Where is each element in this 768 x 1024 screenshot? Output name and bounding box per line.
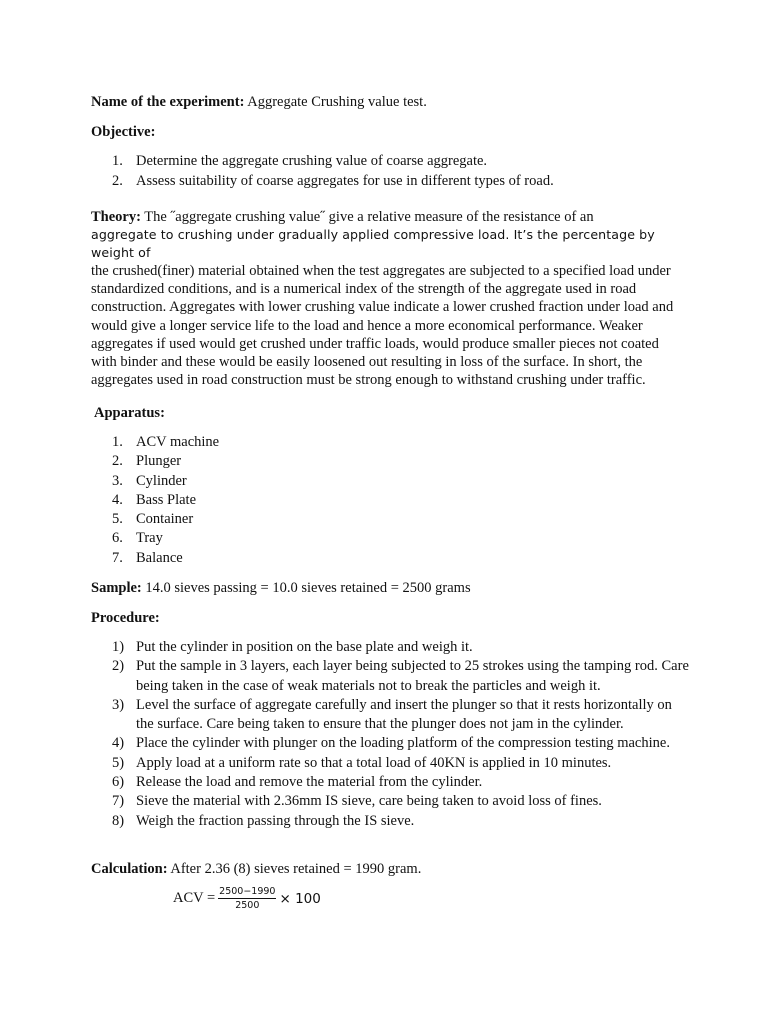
list-item: 2. Plunger: [112, 453, 182, 470]
objective-heading: Objective:: [91, 124, 156, 140]
experiment-value: Aggregate Crushing value test.: [244, 94, 427, 110]
theory-paragraph: Theory: The ˝aggregate crushing value˝ give a relative measure of the resistance of an aggregate to crushing under gradually applied compressive load. It’s the percentage by weight of the crushed(finer) material obtained when the test aggregates are subjected to a specified load under standardized conditions, and is a numerical index of the strength of the aggregate used in road construction. Aggregates with lower crushing value indicate a lower crushed fraction under load and would give a longer service life to the load and hence a more economical performance. Weaker aggregates if used would get crushed under traffic loads, would produce smaller pieces not coated with binder and these would be easily loosened out resulting in loss of the surface. In short, the aggregates used in road construction must be strong enough to withstand crushing under traffic.: [91, 209, 674, 388]
theory-label: Theory:: [91, 209, 141, 225]
list-item: 8) Weigh the fraction passing through the IS sieve.: [112, 812, 415, 829]
formula-denominator: 2500: [235, 900, 260, 911]
list-item: 1. Determine the aggregate crushing value of coarse aggregate.: [112, 153, 488, 169]
procedure-heading: Procedure:: [91, 610, 160, 626]
procedure-list: [91, 638, 691, 831]
sample-label: Sample:: [91, 580, 142, 596]
list-item: 2. Assess suitability of coarse aggregates for use in different types of road.: [112, 172, 554, 189]
list-item: 7) Sieve the material with 2.36mm IS sieve, care being taken to avoid loss of fines.: [112, 793, 602, 810]
acv-formula: [173, 886, 321, 911]
experiment-line: [91, 94, 691, 111]
list-item: 3) Level the surface of aggregate carefully and insert the plunger so that it rests horizontally on the surface. Care being taken to ensure that the plunger does not jam in the cylinder.: [112, 696, 672, 733]
list-item: 3. Cylinder: [112, 472, 187, 489]
experiment-label: Name of the experiment:: [91, 94, 245, 110]
list-item: 5. Container: [112, 511, 194, 528]
calculation-label: Calculation:: [91, 861, 168, 877]
objective-list: [91, 153, 691, 192]
apparatus-heading: Apparatus:: [94, 405, 165, 421]
formula-numerator: 2500−1990: [219, 886, 276, 897]
list-item: 2) Put the sample in 3 layers, each layer being subjected to 25 strokes using the tamping rod. Care being taken in the case of weak materials not to break the particles and weigh it.: [112, 658, 689, 694]
calculation-value: After 2.36 (8) sieves retained = 1990 gram.: [167, 861, 422, 877]
sample-line: [91, 580, 691, 597]
list-item: 4. Bass Plate: [112, 491, 197, 508]
list-item: 1. ACV machine: [112, 434, 220, 450]
list-item: 7. Balance: [112, 549, 183, 566]
formula-tail: × 100: [279, 890, 321, 907]
list-item: 6) Release the load and remove the material from the cylinder.: [112, 774, 483, 791]
list-item: 6. Tray: [112, 530, 163, 547]
sample-value: 14.0 sieves passing = 10.0 sieves retained = 2500 grams: [141, 580, 471, 596]
formula-lhs: ACV =: [173, 890, 216, 906]
formula-fraction: [218, 886, 276, 911]
list-item: 1) Put the cylinder in position on the base plate and weigh it.: [112, 639, 473, 655]
list-item: 5) Apply load at a uniform rate so that a total load of 40KN is applied in 10 minutes.: [112, 754, 612, 771]
apparatus-list: [91, 434, 691, 569]
calculation-line: [91, 861, 691, 878]
list-item: 4) Place the cylinder with plunger on the loading platform of the compression testing machine.: [112, 735, 670, 752]
